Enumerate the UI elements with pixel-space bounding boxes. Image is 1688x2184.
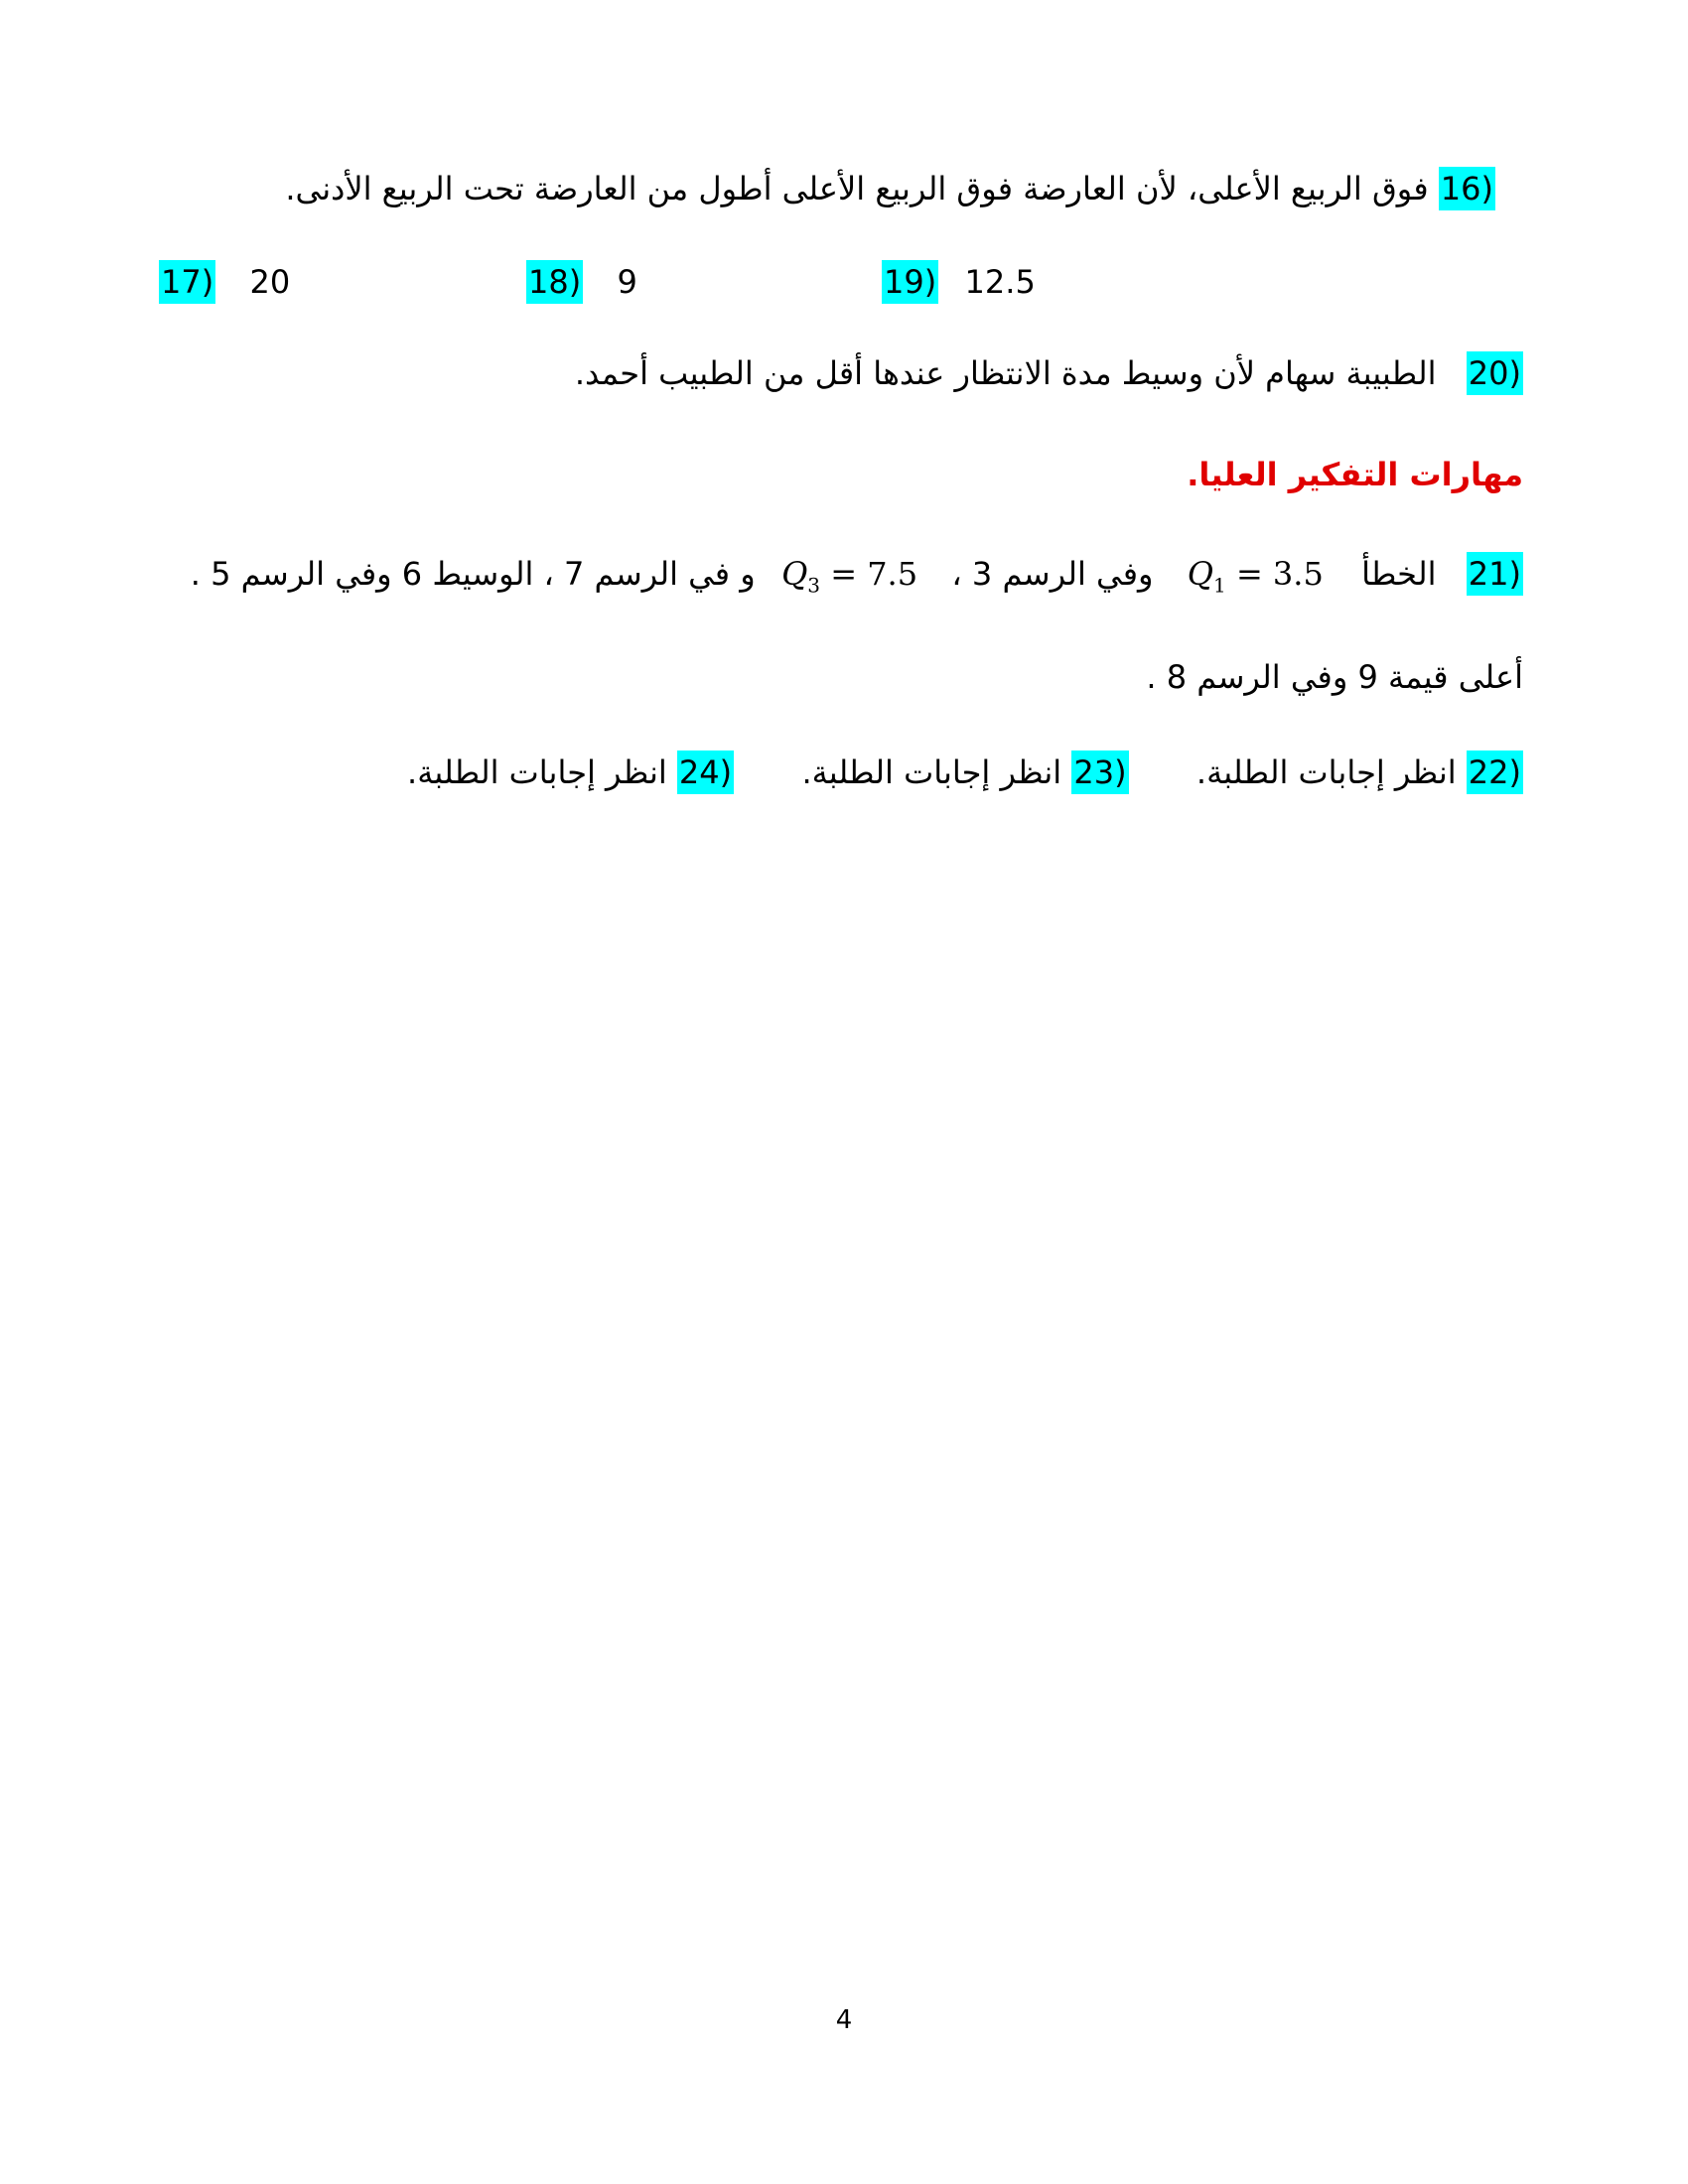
answer-21 [191,552,1523,607]
answer-20 [575,351,1523,395]
answer-18-number: 18) [526,260,583,304]
answer-17-value: 20 [249,263,291,301]
answer-18 [526,260,637,304]
answer-21-part3: و في الرسم 7 ، الوسيط 6 وفي الرسم 5 . [190,555,756,593]
answer-22-text: انظر إجابات الطلبة. [1196,753,1457,791]
answer-23-number: 23) [1071,751,1128,794]
answer-16-text: فوق الربيع الأعلى، لأن العارضة فوق الربيع الأعلى أطول من العارضة تحت الربيع الأدنى. [285,170,1429,207]
answer-24-number: 24) [677,751,734,794]
answer-21-number: 21) [1467,552,1523,596]
answer-17 [159,260,290,304]
answer-21-continuation: أعلى قيمة 9 وفي الرسم 8 . [1146,658,1523,696]
answer-19-value: 12.5 [964,263,1036,301]
answer-22-number: 22) [1467,751,1523,794]
answer-22-24-row [407,751,1523,794]
answer-20-text: الطبيبة سهام لأن وسيط مدة الانتظار عندها أقل من الطبيب أحمد. [574,354,1437,392]
math-q1-expression: $Q_1 = 3.5$ [1187,555,1324,598]
section-heading: مهارات التفكير العليا. [1187,456,1523,493]
answer-18-value: 9 [617,263,637,301]
answer-20-number: 20) [1467,351,1523,395]
answer-24-text: انظر إجابات الطلبة. [407,753,667,791]
answer-17-number: 17) [159,260,215,304]
page-number: 4 [835,2005,853,2035]
answer-16-number: 16) [1439,167,1495,210]
answer-16 [285,167,1495,210]
answer-21-part1: الخطأ [1361,555,1437,593]
answer-19 [882,260,1036,304]
answer-21-part2: وفي الرسم 3 ، [951,555,1154,593]
answer-23-text: انظر إجابات الطلبة. [801,753,1062,791]
math-q3-expression: $Q_3 = 7.5$ [781,555,918,598]
answer-19-number: 19) [882,260,938,304]
